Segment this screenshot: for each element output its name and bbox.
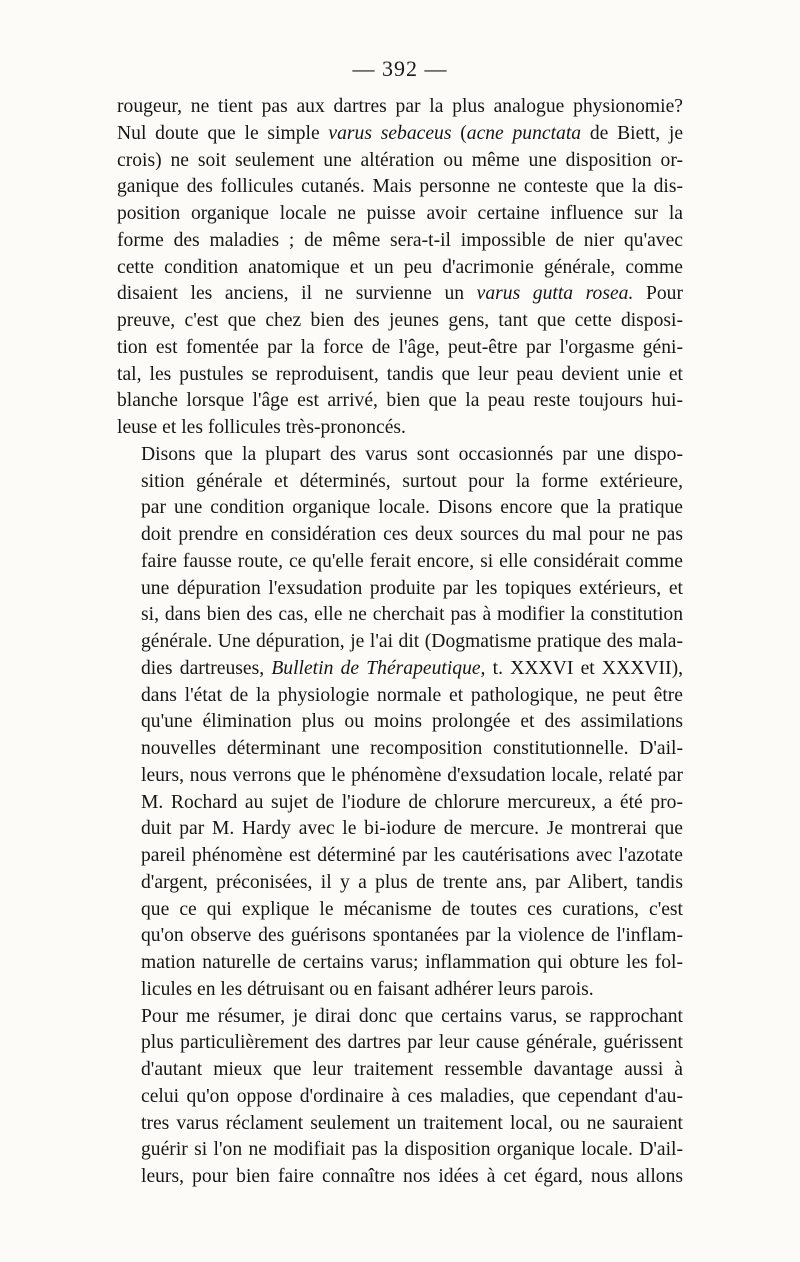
text-line — [117, 1137, 683, 1164]
text-line — [117, 549, 683, 576]
text-segment: si, dans bien des cas, elle ne cherchait pas à modifier la constitution — [141, 604, 683, 626]
text-line — [117, 923, 683, 950]
text-segment: doit prendre en considération ces deux sources du mal pour ne pas — [141, 524, 683, 545]
text-segment: preuve, c'est que chez bien des jeunes gens, tant que cette disposi- — [117, 310, 683, 331]
text-segment: faire fausse route, ce qu'elle ferait encore, si elle considérait comme — [141, 550, 683, 572]
text-segment: qu'on observe des guérisons spontanées par la violence de l'inflam- — [141, 925, 683, 947]
text-segment: d'argent, préconisées, il y a plus de trente ans, par Alibert, tandis — [141, 871, 683, 893]
text-segment: disaient les anciens, il ne survienne un — [117, 283, 477, 305]
text-line — [117, 121, 683, 148]
text-segment: guérir si l'on ne modifiait pas la disposition organique locale. D'ail- — [141, 1139, 683, 1161]
text-line — [117, 602, 683, 629]
italic-text: acne punctata — [466, 122, 582, 144]
text-line — [117, 576, 683, 603]
text-segment: Pour — [633, 283, 683, 305]
italic-text: Bulletin de Thérapeutique, — [271, 657, 486, 679]
text-segment: rougeur, ne tient pas aux dartres par la plus analogue physionomie? — [117, 96, 683, 117]
paragraph — [117, 94, 683, 442]
paragraph — [117, 442, 683, 1004]
text-line — [117, 522, 683, 549]
text-line — [117, 870, 683, 897]
text-segment: Disons que la plupart des varus sont occasionnés par une dispo- — [141, 443, 683, 465]
text-line — [117, 1057, 683, 1084]
text-segment: forme des maladies ; de même sera-t-il impossible de nier qu'avec — [117, 229, 683, 251]
text-line — [117, 897, 683, 924]
text-line — [117, 442, 683, 469]
text-segment: tres varus réclament seulement un traitement local, ou ne sauraient — [141, 1112, 683, 1134]
text-line — [117, 790, 683, 817]
text-line — [117, 281, 683, 308]
paragraph — [117, 1004, 683, 1191]
text-line — [117, 1111, 683, 1138]
text-line — [117, 683, 683, 710]
text-segment: crois) ne soit seulement une altération ou même une disposition or- — [117, 149, 683, 171]
text-line — [117, 709, 683, 736]
page-number: — 392 — — [352, 56, 448, 81]
text-line — [117, 495, 683, 522]
text-segment: cette condition anatomique et un peu d'acrimonie générale, comme — [117, 256, 683, 278]
text-segment: par une condition organique locale. Disons encore que la pratique — [141, 497, 683, 519]
text-line — [117, 388, 683, 415]
text-segment: plus particulièrement des dartres par leur cause générale, guérissent — [141, 1032, 683, 1054]
text-segment: leurs, nous verrons que le phénomène d'exsudation locale, relaté par — [141, 764, 683, 786]
text-segment: générale. Une dépuration, je l'ai dit (Dogmatisme pratique des mala- — [141, 631, 683, 652]
text-segment: pareil phénomène est déterminé par les cautérisations avec l'azotate — [141, 845, 683, 866]
text-segment: de Biett, je — [581, 122, 684, 144]
text-segment: leurs, pour bien faire connaître nos idées à cet égard, nous allons — [141, 1166, 683, 1187]
text-line — [117, 1030, 683, 1057]
text-segment: blanche lorsque l'âge est arrivé, bien que la peau reste toujours hui- — [117, 390, 683, 412]
text-line — [117, 415, 683, 442]
text-segment: Pour me résumer, je dirai donc que certains varus, se rapprochant — [141, 1005, 683, 1027]
text-line — [117, 362, 683, 389]
text-segment: duit par M. Hardy avec le bi-iodure de mercure. Je montrerai que — [141, 818, 683, 840]
text-line — [117, 843, 683, 870]
text-line — [117, 148, 683, 175]
text-line — [117, 1164, 683, 1191]
text-segment: que ce qui explique le mécanisme de toutes ces curations, c'est — [141, 898, 683, 920]
text-line — [117, 656, 683, 683]
text-segment: dies dartreuses, — [141, 657, 272, 679]
italic-text: varus sebaceus — [328, 122, 452, 144]
text-line — [117, 335, 683, 362]
text-line — [117, 174, 683, 201]
text-segment: dans l'état de la physiologie normale et pathologique, ne peut être — [141, 684, 683, 706]
text-segment: Nul doute que le simple — [117, 122, 329, 144]
text-segment: tion est fomentée par la force de l'âge, peut-être par l'orgasme géni- — [117, 336, 683, 358]
text-segment: leuse et les follicules très-prononcés. — [117, 417, 406, 438]
text-line — [117, 228, 683, 255]
text-line — [117, 469, 683, 496]
text-line — [117, 1084, 683, 1111]
text-segment: t. XXXVI et XXXVII), — [485, 657, 684, 679]
text-segment: mation naturelle de certains varus; inflammation qui obture les fol- — [141, 952, 683, 973]
text-segment: d'autant mieux que leur traitement ressemble davantage aussi à — [141, 1059, 683, 1080]
text-segment: ( — [451, 122, 467, 144]
text-segment: tal, les pustules se reproduisent, tandis que leur peau devient unie et — [117, 363, 683, 385]
text-segment: celui qu'on oppose d'ordinaire à ces maladies, que cependant d'au- — [141, 1085, 683, 1107]
text-segment: ganique des follicules cutanés. Mais personne ne conteste que la dis- — [117, 176, 683, 198]
italic-text: varus gutta rosea. — [476, 283, 634, 305]
text-line — [117, 736, 683, 763]
text-segment: qu'une élimination plus ou moins prolongée et des assimilations — [141, 711, 683, 733]
text-line — [117, 763, 683, 790]
body-text — [117, 94, 683, 1191]
text-segment: une dépuration l'exsudation produite par les topiques extérieurs, et — [141, 577, 683, 599]
text-line — [117, 308, 683, 335]
text-line — [117, 816, 683, 843]
text-line — [117, 94, 683, 121]
text-line — [117, 201, 683, 228]
text-line — [117, 255, 683, 282]
text-segment: nouvelles déterminant une recomposition constitutionnelle. D'ail- — [141, 738, 683, 759]
text-segment: M. Rochard au sujet de l'iodure de chlorure mercureux, a été pro- — [141, 791, 683, 813]
text-segment: position organique locale ne puisse avoir certaine influence sur la — [117, 203, 683, 224]
text-line — [117, 1004, 683, 1031]
text-line — [117, 629, 683, 656]
text-line — [117, 977, 683, 1004]
text-segment: licules en les détruisant ou en faisant adhérer leurs parois. — [141, 978, 594, 1000]
text-line — [117, 950, 683, 977]
text-segment: sition générale et déterminés, surtout pour la forme extérieure, — [141, 470, 683, 492]
